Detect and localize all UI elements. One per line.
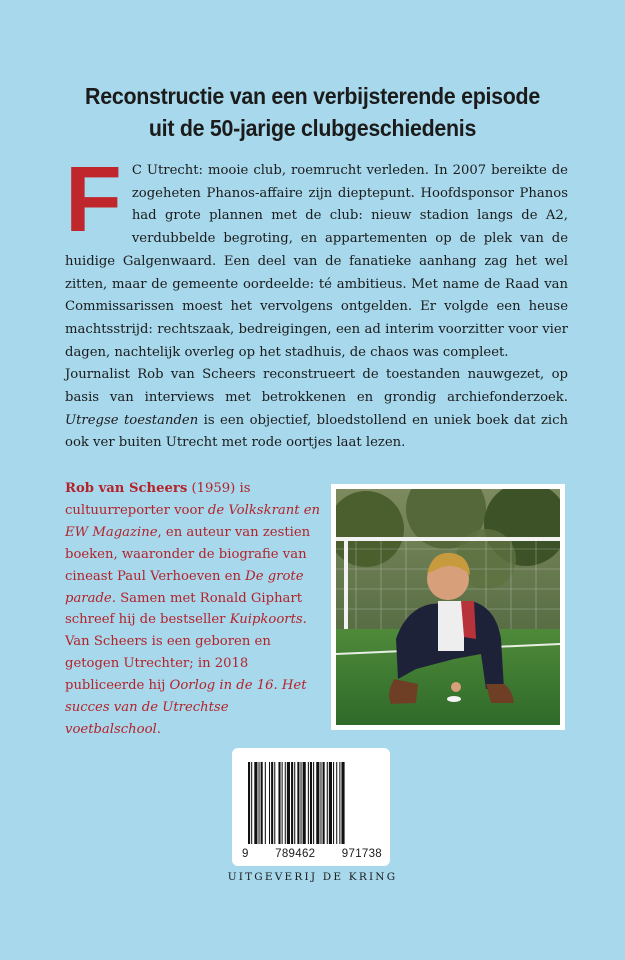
author-bio: Rob van Scheers (1959) is cultuurreporter voor de Volkskrant en EW Magazine, en auteur van zestien boeken, waaronder de biografie van cineast Paul Verhoeven en De grote parade. Samen met Ronald Giphart schreef hij de bestseller Kuipkoorts. Van Scheers is een geboren en getogen Utrechter; in 2018 publiceerde hij Oorlog in de 16. Het succes van de Utrechtse voetbalschool. <box>65 481 321 737</box>
barcode-bar <box>291 762 293 844</box>
barcode-bar <box>287 762 290 844</box>
barcode-bar <box>303 762 306 844</box>
book-title-mention: Utregse toestanden <box>65 412 199 428</box>
barcode-bar <box>301 762 302 844</box>
barcode-bar <box>254 762 257 844</box>
barcode-bar <box>313 762 314 844</box>
barcode-bar <box>327 762 328 844</box>
barcode-bar <box>341 762 344 844</box>
barcode-bar <box>285 762 286 844</box>
barcode-bar <box>310 762 312 844</box>
barcode-bar <box>308 762 309 844</box>
publisher-name: UITGEVERIJ DE KRING <box>227 871 398 883</box>
barcode-bar <box>329 762 332 844</box>
barcode-bar <box>297 762 299 844</box>
barcode-bar <box>261 762 263 844</box>
intro-paragraph-1: F C Utrecht: mooie club, roemrucht verleden. In 2007 bereikte de zogeheten Phanos-affaire zijn dieptepunt. Hoofdsponsor Phanos had grote plannen met de club: nieuw stadion langs de A2, verdubbelde begroting, en appartementen op de plek van de huidige Galgenwaard. Een deel van de fanatieke aanhang zag het wel zitten, maar de gemeente oordeelde: té ambitieus. Met name de Raad van Commissarissen moest het vervolgens ontgelden. Er volgde een heuse machtsstrijd: rechtszaak, bedreigingen, een ad interim voorzitter voor vier dagen, nachtelijk overleg op het stadhuis, de chaos was compleet. <box>65 147 568 360</box>
author-name: Rob van Scheers <box>65 481 188 496</box>
barcode-bar <box>271 762 273 844</box>
intro-paragraph-2: Journalist Rob van Scheers reconstrueert de toestanden nauwgezet, op basis van interviews met betrokkenen en grondig archiefonderzoek. Utregse toestanden is een objectief, bloedstollend en uniek boek dat zich ook ver buiten Utrecht met rode oortjes laat lezen. <box>65 367 568 451</box>
barcode-bar <box>248 762 250 844</box>
barcode-bar <box>336 762 337 844</box>
isbn-barcode <box>232 748 390 866</box>
headline-line-2: uit de 50-jarige clubgeschiedenis <box>148 115 477 141</box>
barcode-bar <box>294 762 295 844</box>
barcode-bar <box>278 762 280 844</box>
barcode-bar <box>282 762 283 844</box>
headline-line-1: Reconstructie van een verbijsterende episode <box>85 83 540 109</box>
barcode-bar <box>333 762 334 844</box>
drop-cap: F <box>65 147 122 251</box>
barcode-bars <box>246 762 376 844</box>
barcode-bar <box>274 762 275 844</box>
barcode-bar <box>320 762 321 844</box>
isbn-digits: 9 789462 971738 <box>242 848 382 860</box>
barcode-bar <box>339 762 340 844</box>
barcode-bar <box>265 762 266 844</box>
barcode-bar <box>323 762 325 844</box>
back-cover-headline <box>50 80 575 144</box>
author-photo-image <box>336 489 560 725</box>
intro-text <box>65 147 568 455</box>
author-photo <box>331 484 565 730</box>
barcode-bar <box>259 762 260 844</box>
barcode-bar <box>269 762 270 844</box>
barcode-bar <box>251 762 252 844</box>
barcode-bar <box>316 762 319 844</box>
